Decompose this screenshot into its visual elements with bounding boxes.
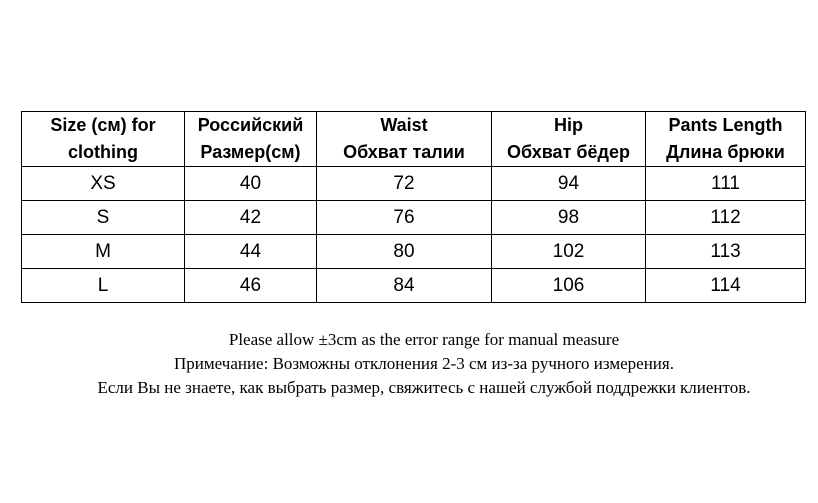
header-hip (492, 112, 646, 167)
header-line: Обхват талии (343, 142, 465, 162)
note-error-range-english: Please allow ±3cm as the error range for manual measure (228, 330, 620, 349)
waist-cell: 84 (317, 269, 492, 303)
header-line: Размер(см) (200, 142, 301, 162)
waist-cell: 72 (317, 167, 492, 201)
header-line: Обхват бёдер (507, 142, 630, 162)
hip-cell: 98 (492, 201, 646, 235)
russian-size-cell: 42 (185, 201, 317, 235)
waist-cell: 76 (317, 201, 492, 235)
table-row (22, 201, 806, 235)
size-chart-table (21, 111, 806, 303)
size-cell: M (22, 235, 185, 269)
waist-cell: 80 (317, 235, 492, 269)
header-waist (317, 112, 492, 167)
size-cell: S (22, 201, 185, 235)
pants-length-cell: 113 (646, 235, 806, 269)
pants-length-cell: 111 (646, 167, 806, 201)
header-line: Waist (380, 115, 428, 135)
pants-length-cell: 114 (646, 269, 806, 303)
note-error-range-russian: Примечание: Возможны отклонения 2-3 см из-за ручного измерения. (174, 354, 674, 373)
table-row (22, 269, 806, 303)
header-line: Pants Length (668, 115, 783, 135)
measurement-notes (0, 328, 818, 400)
header-line: Длина брюки (666, 142, 785, 162)
hip-cell: 94 (492, 167, 646, 201)
russian-size-cell: 44 (185, 235, 317, 269)
table-header-row (22, 112, 806, 167)
size-cell: XS (22, 167, 185, 201)
header-line: Size (см) for (50, 115, 156, 135)
size-cell: L (22, 269, 185, 303)
header-size-clothing (22, 112, 185, 167)
hip-cell: 106 (492, 269, 646, 303)
russian-size-cell: 46 (185, 269, 317, 303)
hip-cell: 102 (492, 235, 646, 269)
header-line: Hip (554, 115, 583, 135)
header-pants-length (646, 112, 806, 167)
header-russian-size (185, 112, 317, 167)
header-line: Российский (197, 115, 304, 135)
russian-size-cell: 40 (185, 167, 317, 201)
table-row (22, 235, 806, 269)
header-line: clothing (68, 142, 138, 162)
table-row (22, 167, 806, 201)
pants-length-cell: 112 (646, 201, 806, 235)
note-contact-support: Если Вы не знаете, как выбрать размер, свяжитесь с нашей службой поддрежки клиентов. (97, 378, 751, 397)
